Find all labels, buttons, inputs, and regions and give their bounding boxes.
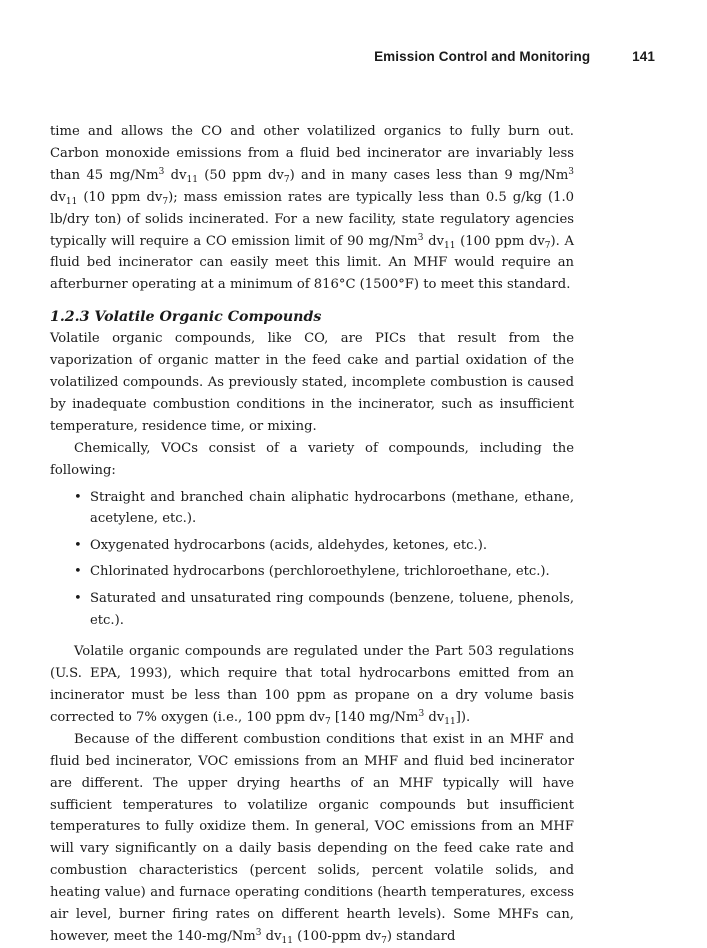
paragraph-voc-intro: Volatile organic compounds, like CO, are PICs that result from the vaporization of organic matter in the feed cake and partial oxidation of the volatilized compounds. As previously stated, incomplete combustion is caused by inadequate combustion conditions in the incinerator, such as insufficient temperature, residence time, or mixing. bbox=[50, 331, 574, 434]
running-header bbox=[374, 49, 655, 64]
running-header-title: Emission Control and Monitoring bbox=[374, 49, 591, 64]
subscript: 7 bbox=[544, 240, 551, 251]
text-run: dv bbox=[423, 233, 444, 249]
text-run: ) standard bbox=[386, 928, 456, 944]
paragraph-mhf-comparison bbox=[50, 729, 574, 948]
text-run: dv bbox=[424, 709, 445, 725]
subscript: 11 bbox=[444, 716, 456, 727]
subscript: 7 bbox=[162, 196, 169, 207]
text-run: Volatile organic compounds are regulated under the Part 503 regulations (U.S. EPA, 1993), which require that total hydrocarbons emitted from an incinerator must be less than 100 ppm as propane on a dry volume basis corrected to 7% oxygen (i.e., 100 ppm dv bbox=[50, 644, 574, 725]
body-text bbox=[50, 121, 574, 948]
spacer bbox=[50, 631, 574, 641]
text-run: time and allows the CO and other volatilized organics to fully burn out. Carbon monoxide emissions from a fluid bed incinerator are invariably less than 45 mg/Nm bbox=[50, 124, 574, 183]
paragraph-voc-chemistry: Chemically, VOCs consist of a variety of compounds, including the following: bbox=[50, 440, 574, 478]
paragraph-co-emissions bbox=[50, 121, 574, 296]
text-run: (100 ppm dv bbox=[455, 233, 545, 249]
text-run: dv bbox=[50, 189, 66, 205]
subscript: 11 bbox=[443, 240, 456, 251]
superscript: 3 bbox=[255, 927, 262, 938]
list-item: • Oxygenated hydrocarbons (acids, aldehydes, ketones, etc.). bbox=[74, 535, 574, 557]
list-item: • Saturated and unsaturated ring compounds (benzene, toluene, phenols, etc.). bbox=[74, 588, 574, 631]
list-item: • Straight and branched chain aliphatic hydrocarbons (methane, ethane, acetylene, etc.). bbox=[74, 487, 574, 530]
text-run: [140 mg/Nm bbox=[330, 709, 419, 725]
text-run: dv bbox=[261, 928, 282, 944]
text-run: Because of the different combustion conditions that exist in an MHF and fluid bed incinerator, VOC emissions from an MHF and fluid bed incinerator are different. The upper drying hearths of an MHF typically will have sufficient temperatures to volatilize organic compounds but insufficient temperatures to fully oxidize them. In general, VOC emissions from an MHF will vary significantly on a daily basis depending on the feed cake rate and combustion characteristics (percent solids, percent volatile solids, and heating value) and furnace operating conditions (hearth temperatures, excess air level, burner firing rates on different hearth levels). Some MHFs can, however, meet the 140-mg/Nm bbox=[50, 731, 574, 944]
list-item: • Chlorinated hydrocarbons (perchloroethylene, trichloroethane, etc.). bbox=[74, 561, 574, 583]
text-run: ]). bbox=[455, 709, 471, 725]
subscript: 7 bbox=[324, 716, 331, 727]
subscript: 11 bbox=[281, 935, 293, 946]
superscript: 3 bbox=[568, 166, 575, 177]
subscript: 11 bbox=[186, 174, 198, 185]
text-run: (50 ppm dv bbox=[197, 167, 284, 183]
text-run: ) and in many cases less than 9 mg/Nm bbox=[289, 167, 569, 183]
text-run: ). A fluid bed incinerator can easily meet this limit. An MHF would require an afterburner operating at a minimum of 816°C (1500°F) to meet this standard. bbox=[50, 233, 574, 293]
superscript: 3 bbox=[417, 232, 424, 243]
subscript: 11 bbox=[65, 196, 78, 207]
paragraph-voc-regulation bbox=[50, 641, 574, 729]
superscript: 3 bbox=[418, 708, 425, 719]
text-run: ); mass emission rates are typically less than 0.5 g/kg (1.0 lb/dry ton) of solids incinerated. For a new facility, state regulatory agencies typically will require a CO emission limit of 90 mg/Nm bbox=[50, 189, 575, 249]
text-run: dv bbox=[164, 167, 187, 183]
bullet-list bbox=[50, 487, 574, 632]
subscript: 7 bbox=[381, 935, 387, 946]
page-number: 141 bbox=[632, 49, 655, 64]
superscript: 3 bbox=[158, 166, 165, 177]
section-heading: 1.2.3 Volatile Organic Compounds bbox=[50, 309, 322, 326]
subscript: 7 bbox=[283, 174, 290, 185]
text-run: (10 ppm dv bbox=[77, 189, 163, 205]
text-run: (100-ppm dv bbox=[292, 928, 382, 944]
